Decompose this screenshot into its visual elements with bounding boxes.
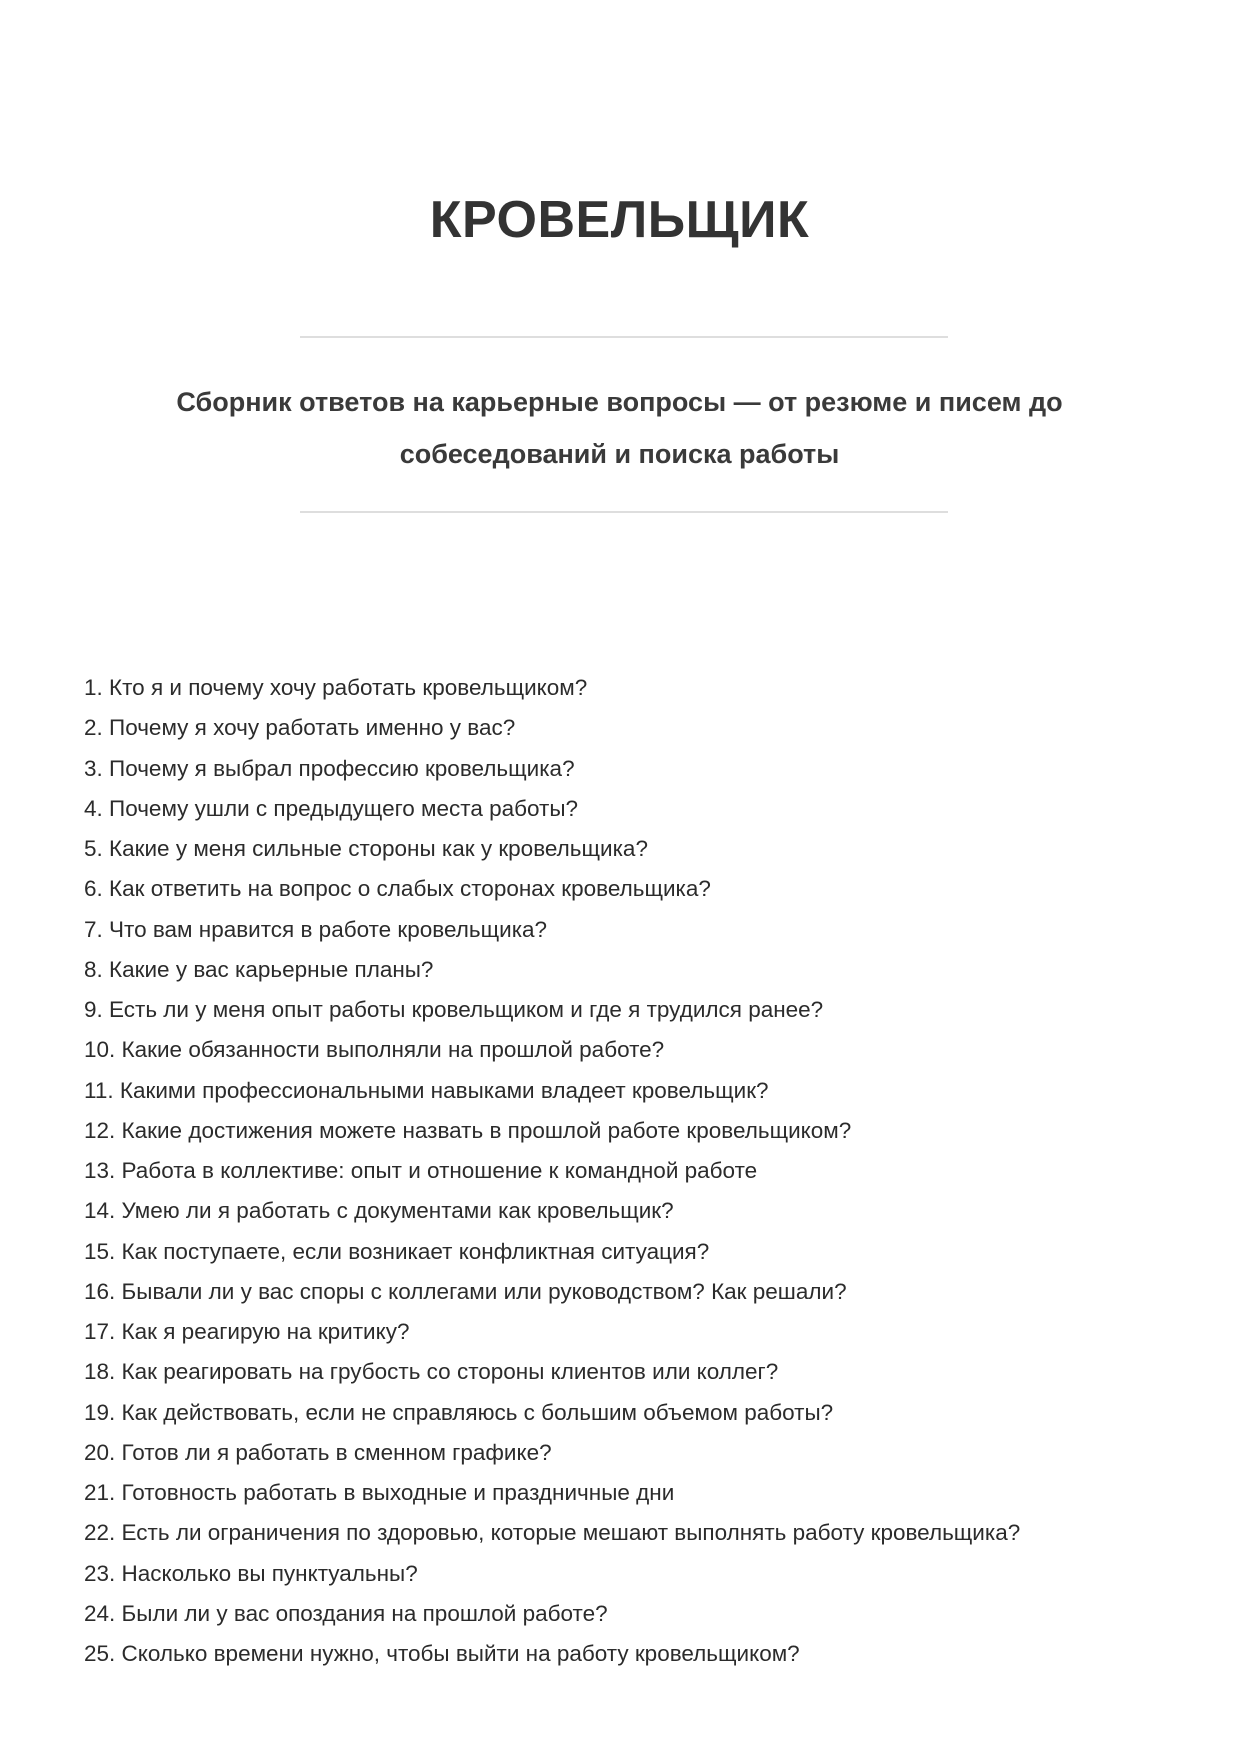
question-item: 15. Как поступаете, если возникает конфликтная ситуация?: [84, 1238, 710, 1264]
question-item: 21. Готовность работать в выходные и праздничные дни: [84, 1480, 675, 1505]
question-item: 13. Работа в коллективе: опыт и отношение к командной работе: [84, 1158, 758, 1183]
question-item: 17. Как я реагирую на критику?: [84, 1319, 410, 1344]
question-item: 12. Какие достижения можете назвать в прошлой работе кровельщиком?: [84, 1117, 852, 1143]
questions-list: [84, 668, 1020, 1674]
question-item: 18. Как реагировать на грубость со стороны клиентов или коллег?: [84, 1359, 779, 1385]
question-item: 19. Как действовать, если не справляюсь с большим объемом работы?: [84, 1399, 834, 1425]
question-item: 2. Почему я хочу работать именно у вас?: [84, 715, 516, 741]
question-item: 1. Кто я и почему хочу работать кровельщиком?: [84, 675, 588, 700]
question-item: 25. Сколько времени нужно, чтобы выйти на работу кровельщиком?: [84, 1641, 800, 1666]
question-item: 24. Были ли у вас опоздания на прошлой работе?: [84, 1600, 608, 1626]
question-item: 23. Насколько вы пунктуальны?: [84, 1560, 418, 1586]
question-item: 6. Как ответить на вопрос о слабых сторонах кровельщика?: [84, 876, 711, 902]
question-item: 8. Какие у вас карьерные планы?: [84, 956, 434, 982]
question-item: 20. Готов ли я работать в сменном графике?: [84, 1439, 552, 1465]
document-title: КРОВЕЛЬЩИК: [429, 191, 810, 249]
question-item: 22. Есть ли ограничения по здоровью, которые мешают выполнять работу кровельщика?: [84, 1520, 1021, 1546]
question-item: 16. Бывали ли у вас споры с коллегами или руководством? Как решали?: [84, 1278, 847, 1304]
question-item: 14. Умею ли я работать с документами как кровельщик?: [84, 1198, 674, 1224]
question-item: 11. Какими профессиональными навыками владеет кровельщик?: [84, 1077, 769, 1103]
question-item: 4. Почему ушли с предыдущего места работы?: [84, 795, 579, 821]
question-item: 3. Почему я выбрал профессию кровельщика?: [84, 755, 575, 781]
question-item: 9. Есть ли у меня опыт работы кровельщиком и где я трудился ранее?: [84, 997, 824, 1022]
top-divider: [300, 336, 948, 338]
document-subtitle: Сборник ответов на карьерные вопросы — от резюме и писем до собеседований и поиска работы: [176, 387, 1063, 469]
question-item: 7. Что вам нравится в работе кровельщика?: [84, 916, 548, 942]
question-item: 10. Какие обязанности выполняли на прошлой работе?: [84, 1037, 665, 1063]
question-item: 5. Какие у меня сильные стороны как у кровельщика?: [84, 836, 648, 861]
bottom-divider: [300, 511, 948, 513]
